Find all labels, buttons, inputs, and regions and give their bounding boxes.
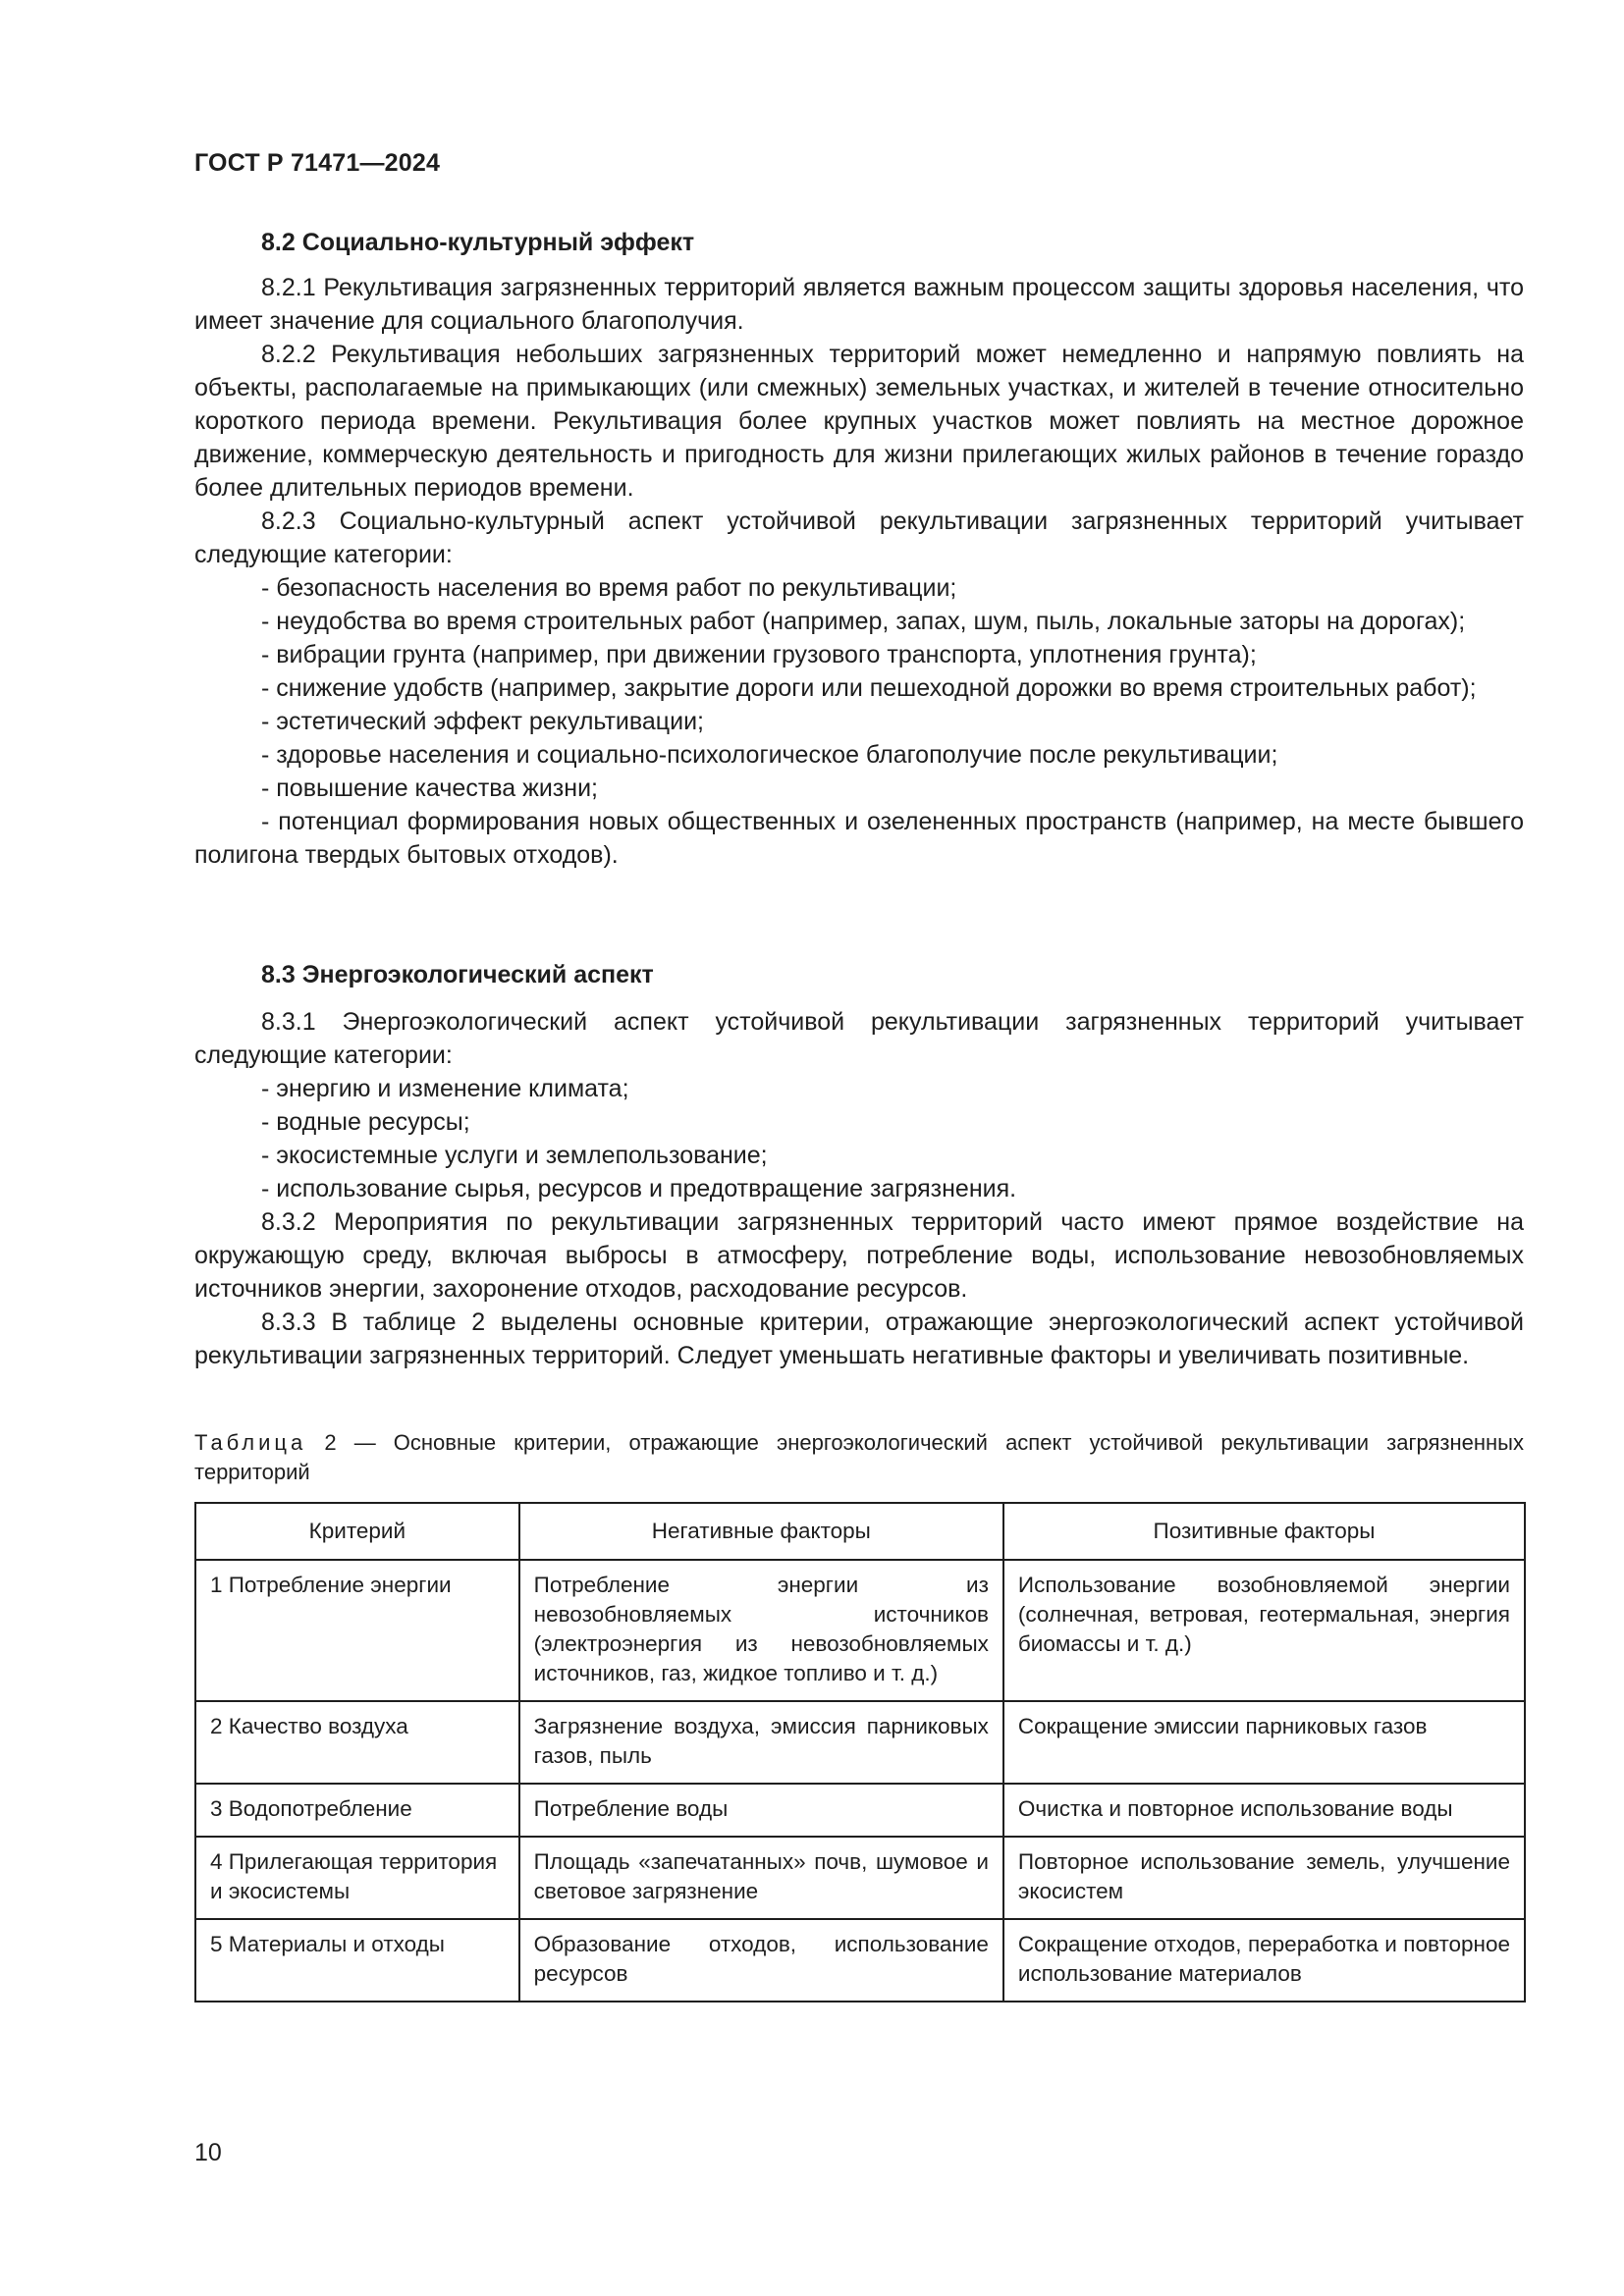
table-cell-criterion: 3 Водопотребление [195, 1784, 519, 1837]
section-8-3 [194, 958, 1524, 1372]
table-cell-criterion: 1 Потребление энергии [195, 1560, 519, 1701]
list-item: - эстетический эффект рекультивации; [261, 708, 704, 735]
paragraph-8-2-1: 8.2.1 Рекультивация загрязненных территорий является важным процессом защиты здоровья населения, что имеет значение для социального благополучия. [194, 274, 1524, 335]
column-header-positive: Позитивные факторы [1003, 1503, 1525, 1560]
column-header-criterion: Критерий [195, 1503, 519, 1560]
table-cell-criterion: 5 Материалы и отходы [195, 1919, 519, 2002]
table-row [195, 1701, 1525, 1784]
table-cell-criterion: 4 Прилегающая территория и экосистемы [195, 1837, 519, 1919]
list-item: - потенциал формирования новых общественных и озелененных пространств (например, на месте бывшего полигона твердых бытовых отходов). [194, 808, 1524, 869]
table-cell-negative: Потребление воды [519, 1784, 1003, 1837]
section-title: 8.3 Энергоэкологический аспект [261, 961, 654, 988]
table-row [195, 1560, 1525, 1701]
table-cell-criterion: 2 Качество воздуха [195, 1701, 519, 1784]
table-caption-label: Таблица [194, 1430, 307, 1455]
table-cell-positive: Повторное использование земель, улучшение экосистем [1003, 1837, 1525, 1919]
list-item: - использование сырья, ресурсов и предотвращение загрязнения. [261, 1175, 1017, 1202]
paragraph-8-3-3: 8.3.3 В таблице 2 выделены основные критерии, отражающие энергоэкологический аспект устойчивой рекультивации загрязненных территорий. Следует уменьшать негативные факторы и увеличивать позитивные. [194, 1308, 1524, 1369]
table-cell-negative: Образование отходов, использование ресурсов [519, 1919, 1003, 2002]
table-cell-negative: Площадь «запечатанных» почв, шумовое и световое загрязнение [519, 1837, 1003, 1919]
paragraph-8-3-2: 8.3.2 Мероприятия по рекультивации загрязненных территорий часто имеют прямое воздействие на окружающую среду, включая выбросы в атмосферу, потребление воды, использование невозобновляемых источников энергии, захоронение отходов, расходование ресурсов. [194, 1208, 1524, 1303]
table-row [195, 1784, 1525, 1837]
paragraph-8-3-1: 8.3.1 Энергоэкологический аспект устойчивой рекультивации загрязненных территорий учитывает следующие категории: [194, 1008, 1524, 1069]
paragraph-8-2-3: 8.2.3 Социально-культурный аспект устойчивой рекультивации загрязненных территорий учитывает следующие категории: [194, 507, 1524, 568]
page-number: 10 [194, 2139, 222, 2166]
table-header-row [195, 1503, 1525, 1560]
document-header: ГОСТ Р 71471—2024 [194, 149, 441, 177]
section-8-2 [194, 226, 1524, 872]
list-item: - неудобства во время строительных работ (например, запах, шум, пыль, локальные заторы на дорогах); [261, 608, 1466, 635]
table-caption [194, 1428, 1524, 1487]
table-cell-negative: Потребление энергии из невозобновляемых источников (электроэнергия из невозобновляемых источников, газ, жидкое топливо и т. д.) [519, 1560, 1003, 1701]
table-caption-text: 2 — Основные критерии, отражающие энергоэкологический аспект устойчивой рекультивации загрязненных территорий [194, 1430, 1524, 1484]
section-title: 8.2 Социально-культурный эффект [261, 229, 695, 256]
list-item: - вибрации грунта (например, при движении грузового транспорта, уплотнения грунта); [261, 641, 1257, 668]
column-header-negative: Негативные факторы [519, 1503, 1003, 1560]
criteria-table [194, 1502, 1526, 2002]
list-item: - экосистемные услуги и землепользование; [261, 1142, 768, 1169]
table-cell-positive: Сокращение отходов, переработка и повторное использование материалов [1003, 1919, 1525, 2002]
table-row [195, 1919, 1525, 2002]
list-item: - повышение качества жизни; [261, 774, 598, 802]
list-item: - водные ресурсы; [261, 1108, 470, 1136]
table-cell-negative: Загрязнение воздуха, эмиссия парниковых газов, пыль [519, 1701, 1003, 1784]
list-item: - безопасность населения во время работ по рекультивации; [261, 574, 957, 602]
list-item: - здоровье населения и социально-психологическое благополучие после рекультивации; [261, 741, 1278, 769]
table-cell-positive: Очистка и повторное использование воды [1003, 1784, 1525, 1837]
list-item: - снижение удобств (например, закрытие дороги или пешеходной дорожки во время строительных работ); [261, 674, 1477, 702]
table-cell-positive: Использование возобновляемой энергии (солнечная, ветровая, геотермальная, энергия биомассы и т. д.) [1003, 1560, 1525, 1701]
list-item: - энергию и изменение климата; [261, 1075, 629, 1102]
table-cell-positive: Сокращение эмиссии парниковых газов [1003, 1701, 1525, 1784]
paragraph-8-2-2: 8.2.2 Рекультивация небольших загрязненных территорий может немедленно и напрямую повлиять на объекты, располагаемые на примыкающих (или смежных) земельных участках, и жителей в течение относительно короткого периода времени. Рекультивация более крупных участков может повлиять на местное дорожное движение, коммерческую деятельность и пригодность для жизни прилегающих жилых районов в течение гораздо более длительных периодов времени. [194, 341, 1524, 502]
table-row [195, 1837, 1525, 1919]
document-page [194, 0, 1524, 2296]
